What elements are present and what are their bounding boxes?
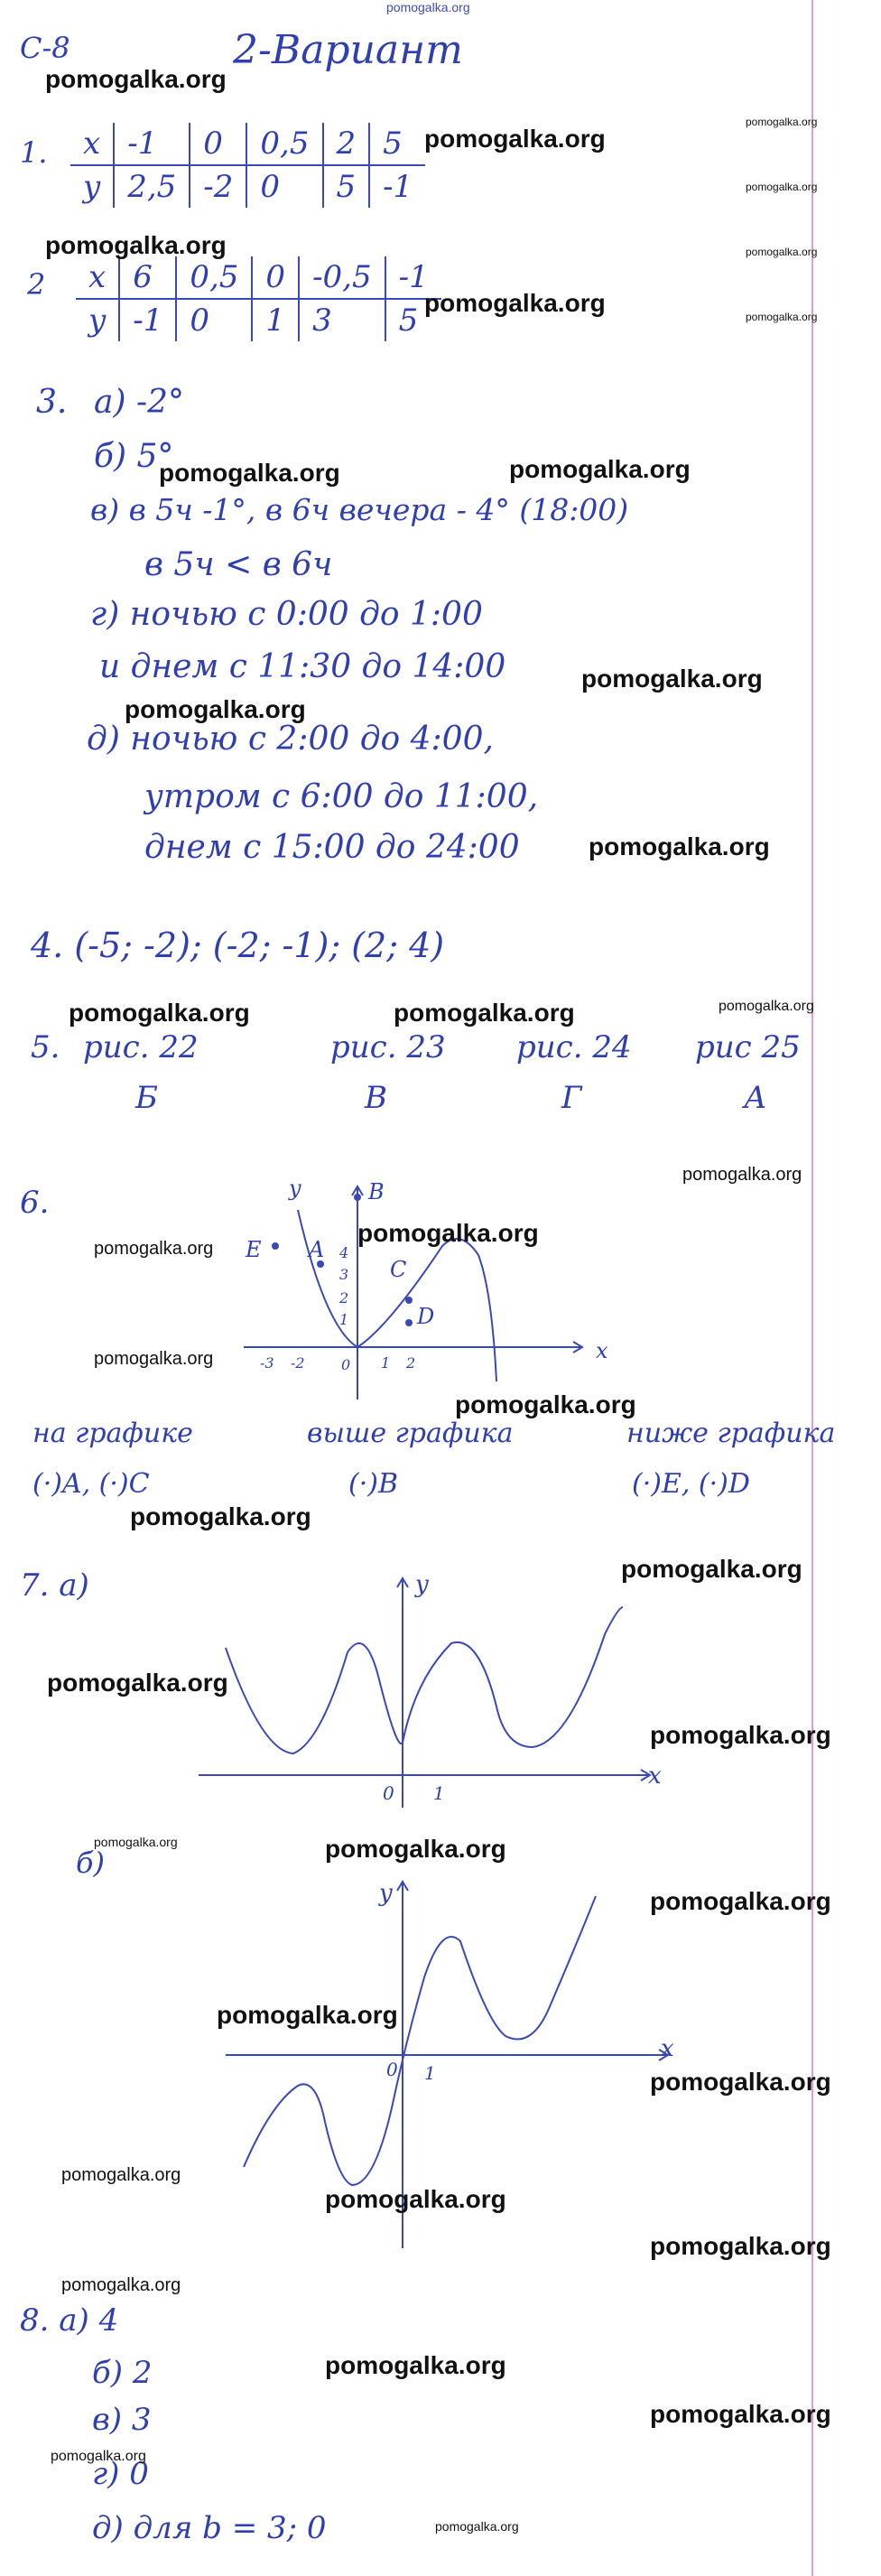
watermark: pomogalka.org	[650, 2400, 831, 2428]
task2-cell: 6	[119, 256, 176, 299]
watermark: pomogalka.org	[746, 246, 818, 258]
task1-cell: -2	[190, 165, 246, 208]
task2-cell: 5	[385, 299, 441, 341]
task6-number: 6.	[20, 1185, 50, 1221]
task7-b-axis-x: x	[661, 2035, 674, 2062]
task6-col3-title: ниже графика	[626, 1418, 836, 1449]
task7-b-tick-one: 1	[424, 2062, 436, 2084]
watermark: pomogalka.org	[719, 999, 814, 1014]
task6-tick: 1	[339, 1311, 349, 1328]
task8-line-b: б) 2	[92, 2355, 153, 2391]
task6-tick: 4	[339, 1244, 349, 1261]
watermark: pomogalka.org	[581, 665, 763, 693]
task3-a: а) -2°	[94, 384, 185, 421]
task2-number: 2	[27, 267, 46, 302]
watermark: pomogalka.org	[589, 832, 770, 860]
header-variant: 2-Вариант	[233, 27, 463, 73]
watermark: pomogalka.org	[69, 999, 250, 1027]
watermark: pomogalka.org	[125, 695, 306, 723]
task1-table	[70, 123, 425, 208]
task3-b: б) 5°	[94, 438, 174, 475]
watermark: pomogalka.org	[509, 455, 691, 483]
task1-cell: 0	[246, 165, 322, 208]
task6-tick: 2	[339, 1289, 349, 1307]
task1-cell: 2	[323, 123, 370, 165]
watermark: pomogalka.org	[394, 999, 575, 1027]
watermark: pomogalka.org	[94, 1835, 178, 1849]
task7-a-tick-one: 1	[433, 1782, 445, 1804]
task6-col2-title: выше графика	[307, 1418, 514, 1449]
task6-point-a: A	[309, 1237, 325, 1262]
task3-g1: г) ночью с 0:00 до 1:00	[90, 596, 483, 633]
site-watermark-top: pomogalka.org	[386, 0, 470, 14]
task1-cell: x	[70, 123, 114, 165]
task2-cell: y	[88, 302, 107, 339]
watermark: pomogalka.org	[325, 2185, 506, 2213]
watermark: pomogalka.org	[746, 181, 818, 193]
task5-answer-1: Б	[135, 1080, 158, 1116]
task8-line-g: г) 0	[92, 2456, 149, 2492]
task3-g2: и днем с 11:30 до 14:00	[99, 648, 506, 685]
task2-table	[76, 256, 441, 341]
task6-tick: -3	[260, 1354, 274, 1372]
task5-answer-2: В	[365, 1080, 387, 1116]
task7-a-axis-x: x	[648, 1762, 662, 1790]
task5-answer-3: Г	[561, 1080, 582, 1116]
task2-cell: x	[76, 256, 119, 299]
task5-pic-1: рис. 22	[83, 1029, 199, 1065]
task2-cell: -1	[119, 299, 176, 341]
watermark: pomogalka.org	[45, 231, 227, 259]
task8-line-a: 8. а) 4	[20, 2302, 119, 2339]
watermark: pomogalka.org	[94, 1239, 214, 1259]
watermark: pomogalka.org	[357, 1219, 539, 1247]
task1-cell: y	[83, 169, 101, 205]
watermark: pomogalka.org	[217, 2001, 398, 2029]
task6-tick: 3	[339, 1266, 349, 1283]
watermark: pomogalka.org	[621, 1555, 802, 1583]
task2-cell: -1	[385, 256, 441, 299]
task2-cell: 0	[176, 299, 252, 341]
watermark: pomogalka.org	[455, 1390, 636, 1418]
header-code: С-8	[20, 31, 70, 65]
task4-answer: 4. (-5; -2); (-2; -1); (2; 4)	[31, 925, 445, 965]
task3-d3: днем с 15:00 до 24:00	[144, 829, 520, 866]
task2-cell: 0	[252, 256, 299, 299]
task6-tick: 1	[381, 1354, 391, 1372]
task2-cell: 1	[252, 299, 299, 341]
watermark: pomogalka.org	[159, 459, 340, 487]
watermark: pomogalka.org	[47, 1669, 228, 1697]
task6-col2-value: (·)B	[348, 1468, 398, 1500]
task6-tick: -2	[291, 1354, 305, 1372]
watermark: pomogalka.org	[51, 2449, 146, 2464]
page-margin-line	[811, 0, 813, 2576]
task1-number: 1.	[20, 135, 48, 170]
task3-d2: утром с 6:00 до 11:00,	[144, 778, 539, 815]
task2-cell: 3	[299, 299, 385, 341]
task3-v2: в 5ч < в 6ч	[144, 546, 333, 583]
watermark: pomogalka.org	[325, 2351, 506, 2379]
task6-point-d: D	[417, 1304, 435, 1329]
task6-col1-title: на графике	[32, 1418, 193, 1449]
watermark: pomogalka.org	[435, 2519, 519, 2534]
task7-b-origin: 0	[386, 2059, 398, 2080]
task3-v1: в) в 5ч -1°, в 6ч вечера - 4° (18:00)	[90, 492, 629, 527]
task1-cell: -1	[369, 165, 425, 208]
task1-cell: 0	[190, 123, 246, 165]
task5-number: 5.	[31, 1029, 60, 1065]
task6-axis-x: x	[596, 1338, 608, 1363]
task1-cell: 0,5	[246, 123, 322, 165]
task6-point-b: B	[368, 1179, 385, 1204]
task6-point-e: E	[246, 1237, 262, 1262]
task2-cell: -0,5	[299, 256, 385, 299]
watermark: pomogalka.org	[325, 1835, 506, 1863]
watermark: pomogalka.org	[650, 2068, 831, 2096]
watermark: pomogalka.org	[650, 2232, 831, 2260]
watermark: pomogalka.org	[650, 1721, 831, 1749]
watermark: pomogalka.org	[130, 1502, 311, 1530]
task8-line-v: в) 3	[92, 2402, 152, 2438]
task1-cell: -1	[114, 123, 190, 165]
task7-b-label: б)	[76, 1846, 106, 1880]
task5-pic-3: рис. 24	[516, 1029, 632, 1065]
watermark: pomogalka.org	[424, 289, 606, 317]
watermark: pomogalka.org	[682, 1165, 802, 1185]
task1-cell: 5	[369, 123, 425, 165]
watermark: pomogalka.org	[45, 65, 227, 93]
task6-tick: 0	[341, 1356, 351, 1373]
task3-number: 3.	[36, 384, 68, 421]
task7-b-axis-y: y	[379, 1880, 393, 1907]
task6-col1-value: (·)A, (·)C	[32, 1468, 150, 1500]
watermark: pomogalka.org	[94, 1349, 214, 1369]
task1-cell: 2,5	[114, 165, 190, 208]
task7-a-axis-y: y	[415, 1571, 429, 1598]
watermark: pomogalka.org	[746, 116, 818, 128]
task8-line-d: д) для b = 3; 0	[92, 2510, 327, 2546]
task5-answer-4: А	[744, 1080, 767, 1116]
task2-cell: 0,5	[176, 256, 252, 299]
task7-a-origin: 0	[383, 1782, 394, 1804]
task1-cell: 5	[323, 165, 370, 208]
watermark: pomogalka.org	[424, 125, 606, 153]
watermark: pomogalka.org	[61, 2275, 181, 2295]
task6-col3-value: (·)E, (·)D	[632, 1468, 750, 1500]
watermark: pomogalka.org	[650, 1887, 831, 1915]
task6-point-c: C	[390, 1257, 407, 1282]
task7-a-graph	[190, 1571, 659, 1815]
task7-a-label: 7. а)	[20, 1567, 89, 1604]
task6-tick: 2	[406, 1354, 416, 1372]
watermark: pomogalka.org	[61, 2165, 181, 2185]
task5-pic-2: рис. 23	[330, 1029, 446, 1065]
task3-d1: д) ночью с 2:00 до 4:00,	[87, 721, 494, 758]
task6-axis-y: y	[289, 1176, 301, 1201]
watermark: pomogalka.org	[746, 311, 818, 323]
task6-graph	[235, 1174, 596, 1409]
task5-pic-4: рис 25	[695, 1029, 801, 1065]
